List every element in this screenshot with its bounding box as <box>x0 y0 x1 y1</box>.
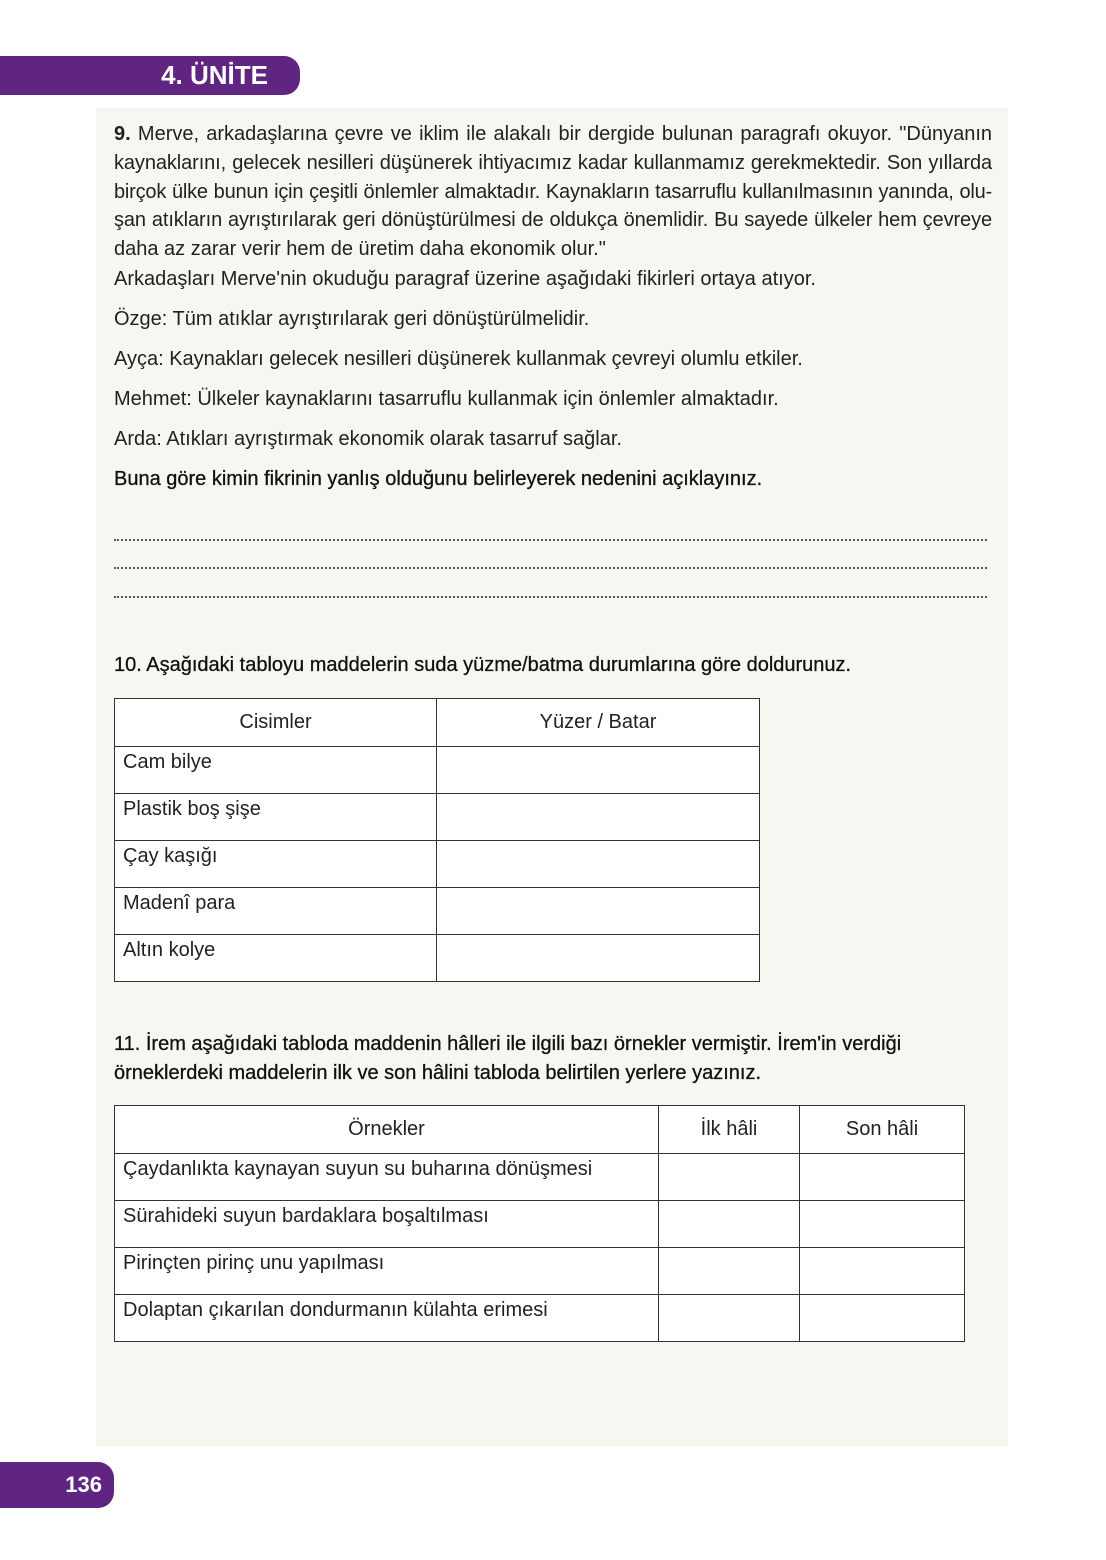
answer-cell[interactable] <box>659 1248 800 1295</box>
q10-question: 10. Aşağıdaki tabloyu maddelerin suda yüzme/batma durumlarına göre doldurunuz. <box>114 654 852 676</box>
header-yuzer-batar: Yüzer / Batar <box>437 699 760 747</box>
opinion-ayca: Ayça: Kaynakları gelecek nesilleri düşünerek kullanmak çevreyi olumlu etkiler. <box>114 348 803 370</box>
answer-line[interactable] <box>114 539 987 541</box>
table-row <box>115 841 760 888</box>
q11-line: 11. İrem aşağıdaki tabloda maddenin hâlleri ile ilgili bazı örnekler vermiştir. İrem'in verdiği <box>114 1033 902 1055</box>
example-cell: Çaydanlıkta kaynayan suyun su buharına dönüşmesi <box>115 1154 659 1201</box>
example-cell: Sürahideki suyun bardaklara boşaltılması <box>115 1201 659 1248</box>
opinion-mehmet: Mehmet: Ülkeler kaynaklarını tasarruflu kullanmak için önlemler almaktadır. <box>114 388 779 410</box>
table-row <box>115 1248 965 1295</box>
q9-line: şan atıkların ayrıştırılarak geri dönüştürülmesi de oldukça önemlidir. Bu sayede ülkeler hem çevreye <box>114 209 992 231</box>
opinion-ozge: Özge: Tüm atıklar ayrıştırılarak geri dönüştürülmelidir. <box>114 308 590 330</box>
q9-intro: Arkadaşları Merve'nin okuduğu paragraf üzerine aşağıdaki fikirleri ortaya atıyor. <box>114 268 816 290</box>
unit-banner: 4. ÜNİTE <box>0 56 300 95</box>
table-row <box>115 935 760 982</box>
table-row <box>115 747 760 794</box>
q9-line: kaynaklarını, gelecek nesilleri düşünerek ihtiyacımız kadar kullanmamız gerekmektedir. Son yıllarda <box>114 152 992 174</box>
item-cell: Cam bilye <box>115 747 437 794</box>
header-ornekler: Örnekler <box>115 1106 659 1154</box>
q9-question: Buna göre kimin fikrinin yanlış olduğunu belirleyerek nedenini açıklayınız. <box>114 468 763 490</box>
table-header-row <box>115 1106 965 1154</box>
q10-table <box>114 698 760 982</box>
q9-line <box>114 120 992 149</box>
answer-cell[interactable] <box>437 841 760 888</box>
table-row <box>115 1295 965 1342</box>
answer-cell[interactable] <box>437 935 760 982</box>
answer-cell[interactable] <box>437 794 760 841</box>
q9-line: daha az zarar verir hem de üretim daha ekonomik olur." <box>114 238 606 260</box>
q11-table <box>114 1105 965 1342</box>
example-cell: Pirinçten pirinç unu yapılması <box>115 1248 659 1295</box>
item-cell: Altın kolye <box>115 935 437 982</box>
header-son-hali: Son hâli <box>800 1106 965 1154</box>
opinion-arda: Arda: Atıkları ayrıştırmak ekonomik olarak tasarruf sağlar. <box>114 428 622 450</box>
q9-line-text: Merve, arkadaşlarına çevre ve iklim ile alakalı bir dergide bulunan paragrafı okuyor. "Dünyanın <box>137 123 992 145</box>
table-row <box>115 888 760 935</box>
answer-cell[interactable] <box>800 1201 965 1248</box>
item-cell: Plastik boş şişe <box>115 794 437 841</box>
answer-line[interactable] <box>114 596 987 598</box>
answer-cell[interactable] <box>659 1201 800 1248</box>
answer-cell[interactable] <box>437 747 760 794</box>
answer-cell[interactable] <box>437 888 760 935</box>
answer-cell[interactable] <box>659 1154 800 1201</box>
q9-number: 9. <box>114 123 131 145</box>
header-cisimler: Cisimler <box>115 699 437 747</box>
q11-line: örneklerdeki maddelerin ilk ve son hâlini tabloda belirtilen yerlere yazınız. <box>114 1062 762 1084</box>
table-row <box>115 1154 965 1201</box>
example-cell: Dolaptan çıkarılan dondurmanın külahta erimesi <box>115 1295 659 1342</box>
answer-cell[interactable] <box>800 1154 965 1201</box>
answer-line[interactable] <box>114 567 987 569</box>
answer-cell[interactable] <box>659 1295 800 1342</box>
header-ilk-hali: İlk hâli <box>659 1106 800 1154</box>
answer-cell[interactable] <box>800 1295 965 1342</box>
item-cell: Madenî para <box>115 888 437 935</box>
q9-line: birçok ülke bunun için çeşitli önlemler almaktadır. Kaynakların tasarruflu kullanılmasının yanında, olu- <box>114 181 992 203</box>
page-number: 136 <box>0 1462 114 1508</box>
table-header-row <box>115 699 760 747</box>
answer-cell[interactable] <box>800 1248 965 1295</box>
item-cell: Çay kaşığı <box>115 841 437 888</box>
table-row <box>115 794 760 841</box>
table-row <box>115 1201 965 1248</box>
